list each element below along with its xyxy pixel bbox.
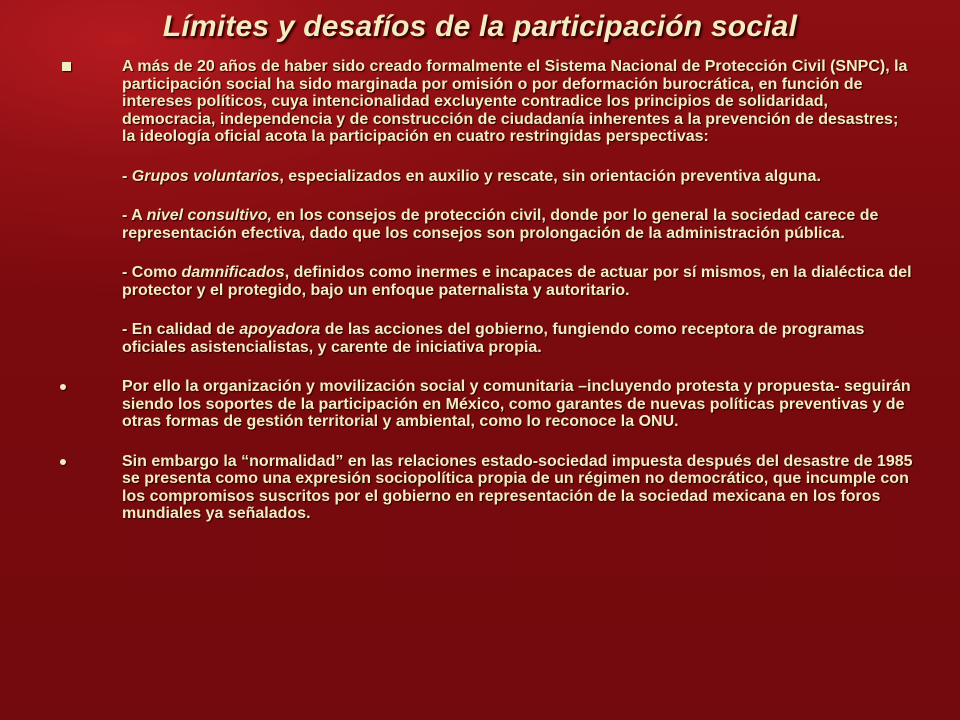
perspective-emphasis: Grupos voluntarios — [131, 167, 280, 185]
perspective-text: en los consejos de protección civil, donde por lo general la sociedad carece de representación efectiva, dado que los consejos son prolongación de la administración pública. — [122, 207, 879, 242]
dot-bullet-icon — [60, 384, 66, 390]
dot-bullet-icon — [60, 459, 66, 465]
perspective-prefix: - — [122, 167, 132, 185]
perspective-prefix: - A — [122, 207, 147, 224]
perspective-emphasis: nivel consultivo, — [146, 207, 272, 224]
perspective-apoyadora — [56, 321, 916, 356]
bullet-text: Sin embargo la “normalidad” en las relaciones estado-sociedad impuesta después del desastre de 1985 se presenta como una expresión sociopolítica propia de un régimen no democrático, que incumple con los compromisos suscritos por el gobierno en representación de la sociedad mexicana en los foros mundiales ya señalados. — [122, 452, 913, 522]
slide-body — [56, 58, 916, 523]
perspective-text: de las acciones del gobierno, fungiendo como receptora de programas oficiales asistencialistas, y carente de iniciativa propia. — [122, 321, 865, 356]
perspective-voluntarios — [56, 168, 916, 186]
perspective-prefix: - Como — [122, 264, 182, 281]
bullet-item-normalidad — [56, 453, 916, 523]
perspective-text: , definidos como inermes e incapaces de actuar por sí mismos, en la dialéctica del protector y el protegido, bajo un enfoque paternalista y autoritario. — [122, 264, 912, 299]
bullet-item-organizacion — [56, 378, 916, 431]
perspective-consultivo — [56, 207, 916, 242]
perspective-text: , especializados en auxilio y rescate, sin orientación preventiva alguna. — [279, 167, 821, 185]
bullet-text: Por ello la organización y movilización social y comunitaria –incluyendo protesta y propuesta- seguirán siendo los soportes de la participación en México, como garantes de nuevas políticas preventivas y de otras formas de gestión territorial y ambiental, como lo reconoce la ONU. — [122, 378, 911, 430]
bullet-item-snpc — [56, 58, 916, 146]
perspective-damnificados — [56, 264, 916, 299]
perspective-emphasis: apoyadora — [239, 321, 321, 338]
perspective-emphasis: damnificados — [181, 264, 285, 281]
square-bullet-icon — [62, 62, 71, 71]
perspective-prefix: - En calidad de — [122, 321, 240, 338]
slide-title: Límites y desafíos de la participación social — [162, 10, 798, 43]
bullet-text: A más de 20 años de haber sido creado formalmente el Sistema Nacional de Protección Civil (SNPC), la participación social ha sido marginada por omisión o por deformación burocrática, en función de intereses políticos, cuya intencionalidad excluyente contradice los principios de solidaridad, democracia, independencia y de construcción de ciudadanía inherentes a la prevención de desastres; la ideología oficial acota la participación en cuatro restringidas perspectivas: — [122, 58, 908, 145]
